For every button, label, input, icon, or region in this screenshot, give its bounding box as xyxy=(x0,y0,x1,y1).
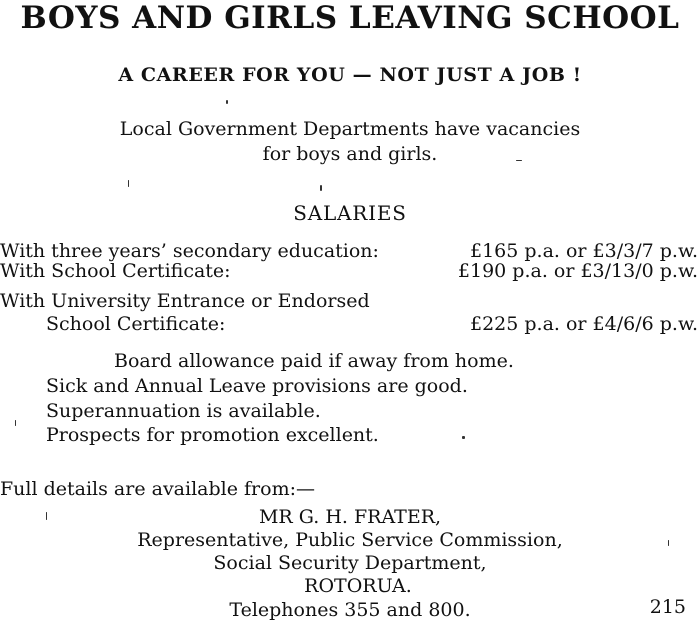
intro-line-1: Local Government Departments have vacancies xyxy=(119,118,581,140)
contact-phones: Telephones 355 and 800. xyxy=(229,599,471,621)
print-speck xyxy=(15,420,16,426)
headline: BOYS AND GIRLS LEAVING SCHOOL xyxy=(20,0,680,36)
benefit-line: Prospects for promotion excellent. xyxy=(46,424,379,446)
print-speck xyxy=(462,436,465,439)
contact-title: Representative, Public Service Commission, xyxy=(137,529,563,551)
contact-name: MR G. H. FRATER, xyxy=(258,506,442,528)
subheadline: A CAREER FOR YOU — NOT JUST A JOB ! xyxy=(118,64,582,86)
salary-value: £190 p.a. or £3/13/0 p.w. xyxy=(457,260,698,282)
salary-label: School Certificate: xyxy=(46,313,226,335)
print-speck xyxy=(320,185,322,191)
page-number: 215 xyxy=(649,596,686,618)
salary-label: With three years’ secondary education: xyxy=(0,240,379,262)
benefit-line: Superannuation is available. xyxy=(46,400,321,422)
salary-label: With University Entrance or Endorsed xyxy=(0,290,370,312)
contact-department: Social Security Department, xyxy=(213,552,487,574)
salary-value: £225 p.a. or £4/6/6 p.w. xyxy=(469,313,698,335)
print-speck xyxy=(46,512,47,520)
intro-line-2: for boys and girls. xyxy=(262,143,438,165)
salary-label: With School Certificate: xyxy=(0,260,231,282)
print-speck xyxy=(516,160,522,161)
contact-city: ROTORUA. xyxy=(304,575,412,597)
benefit-line: Sick and Annual Leave provisions are good. xyxy=(46,375,468,397)
contact-intro: Full details are available from:— xyxy=(0,478,315,500)
print-speck xyxy=(668,540,669,546)
print-speck xyxy=(128,180,129,187)
salary-value: £165 p.a. or £3/3/7 p.w. xyxy=(469,240,698,262)
benefit-line: Board allowance paid if away from home. xyxy=(114,350,514,372)
salaries-heading: SALARIES xyxy=(293,201,407,225)
print-speck xyxy=(226,100,228,104)
